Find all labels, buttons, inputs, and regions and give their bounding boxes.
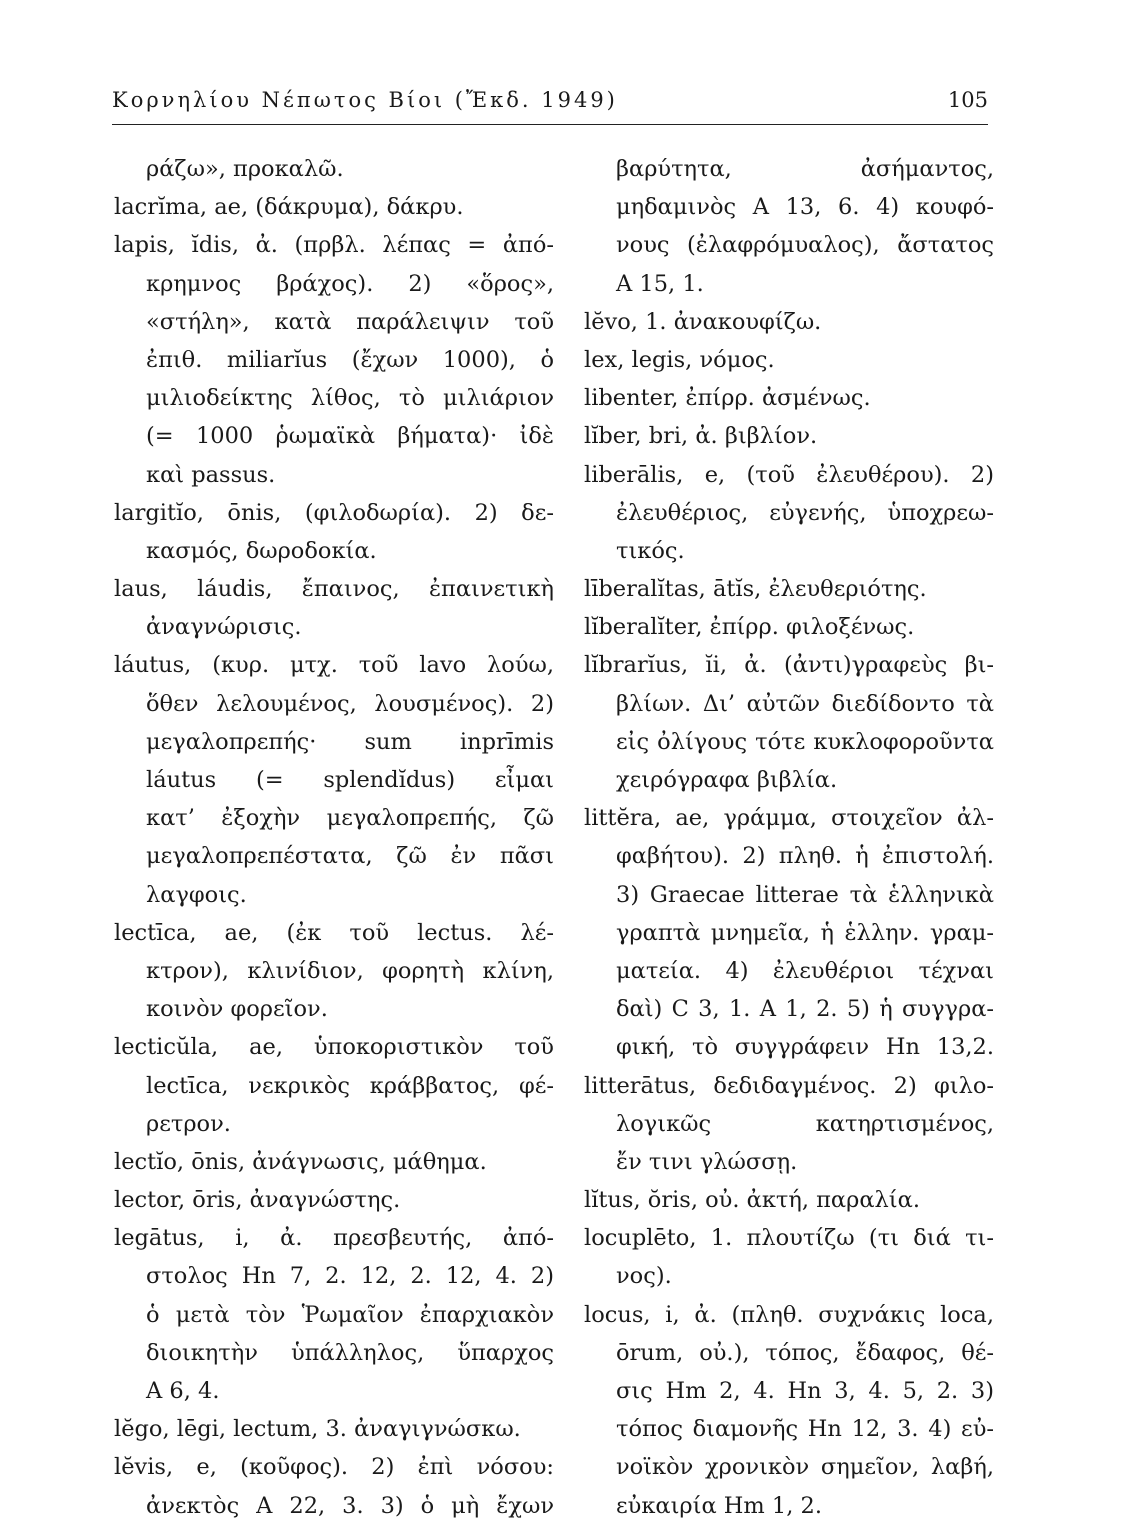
dictionary-line: «στήλη», κατὰ παράλειψιν τοῦ [146, 308, 554, 335]
dictionary-line: φαβήτου). 2) πληθ. ἡ ἐπιστολή. [616, 843, 994, 870]
dictionary-line: νοϊκὸν χρονικὸν σημεῖον, λαβή, [616, 1454, 994, 1481]
dictionary-line: ἀναγνώρισις. [146, 614, 302, 641]
header-rule [112, 124, 988, 125]
dictionary-line: lĭber, bri, ἀ. βιβλίον. [584, 423, 818, 450]
dictionary-line: μεγαλοπρεπέστατα, ζῶ ἐν πᾶσι [146, 843, 554, 870]
running-title: Κορνηλίου Νέπωτος Βίοι (Ἔκδ. 1949) [112, 88, 618, 112]
dictionary-line: lĭbrarĭus, ĭi, ἀ. (ἀντι)γραφεὺς βι- [584, 652, 994, 679]
dictionary-line: A 6, 4. [146, 1378, 220, 1404]
dictionary-line: λογικῶς κατηρτισμένος, [616, 1110, 994, 1137]
dictionary-line: βαρύτητα, ἀσήμαντος, [616, 156, 994, 182]
dictionary-line: γραπτὰ μνημεῖα, ἡ ἑλλην. γραμ- [616, 919, 994, 946]
dictionary-line: līberalĭtas, ātĭs, ἐλευθεριότης. [584, 576, 927, 603]
dictionary-line: τόπος διαμονῆς Hn 12, 3. 4) εὐ- [616, 1416, 994, 1443]
dictionary-line: κοινὸν φορεῖον. [146, 996, 328, 1023]
running-header [112, 88, 988, 120]
dictionary-line: ἔν τινι γλώσσῃ. [616, 1148, 798, 1175]
dictionary-line: ρετρον. [146, 1110, 231, 1137]
dictionary-line: lacrĭma, ae, (δάκρυμα), δάκρυ. [114, 194, 464, 221]
dictionary-line: legātus, i, ἀ. πρεσβευτής, ἀπό- [114, 1225, 554, 1252]
dictionary-line: lectīca, ae, (ἐκ τοῦ lectus. λέ- [114, 919, 554, 946]
dictionary-line: ἐλευθέριος, εὐγενής, ὑποχρεω- [616, 499, 994, 526]
dictionary-line: φική, τὸ συγγράφειν Hn 13,2. [616, 1034, 994, 1061]
dictionary-line: lector, ōris, ἀναγνώστης. [114, 1187, 401, 1214]
dictionary-line: liberālis, e, (τοῦ ἐλευθέρου). 2) [584, 461, 994, 488]
right-column [584, 150, 994, 1525]
dictionary-line: τικός. [616, 537, 685, 564]
dictionary-line: lĭberalĭter, ἐπίρρ. φιλοξένως. [584, 614, 915, 641]
dictionary-line: μηδαμινὸς A 13, 6. 4) κουφό- [616, 194, 994, 221]
dictionary-line: δαὶ) C 3, 1. A 1, 2. 5) ἡ συγγρα- [616, 996, 994, 1023]
dictionary-line: εὐκαιρία Hm 1, 2. [616, 1492, 823, 1519]
dictionary-line: εἰς ὀλίγους τότε κυκλοφοροῦντα [616, 728, 994, 755]
dictionary-line: lectīca, νεκρικὸς κράββατος, φέ- [146, 1072, 554, 1099]
dictionary-line: lĭtus, ŏris, οὐ. ἀκτή, παραλία. [584, 1187, 920, 1214]
dictionary-line: ἐπιθ. miliarĭus (ἔχων 1000), ὁ [146, 346, 554, 373]
dictionary-line: καὶ passus. [146, 461, 276, 488]
dictionary-line: μιλιοδείκτης λίθος, τὸ μιλιάριον [146, 385, 554, 412]
dictionary-line: χειρόγραφα βιβλία. [616, 767, 838, 793]
dictionary-line: litterātus, δεδιδαγμένος. 2) φιλο- [584, 1072, 994, 1099]
dictionary-line: ἀνεκτὸς A 22, 3. 3) ὁ μὴ ἔχων [146, 1492, 554, 1519]
dictionary-line: κρημνος βράχος). 2) «ὅρος», [146, 270, 554, 297]
dictionary-line: lapis, ĭdis, ἀ. (πρβλ. λέπας = ἀπό- [114, 232, 554, 259]
dictionary-line: laus, láudis, ἔπαινος, ἐπαινετικὴ [114, 576, 554, 603]
dictionary-line: ματεία. 4) ἐλευθέριοι τέχναι [616, 957, 994, 984]
dictionary-line: lĕvis, e, (κοῦφος). 2) ἐπὶ νόσου: [114, 1454, 554, 1481]
dictionary-line: ράζω», προκαλῶ. [146, 156, 344, 182]
dictionary-line: lecticŭla, ae, ὑποκοριστικὸν τοῦ [114, 1034, 554, 1061]
dictionary-line: ὁ μετὰ τὸν Ῥωμαῖον ἐπαρχιακὸν [146, 1301, 554, 1328]
dictionary-line: largitĭo, ōnis, (φιλοδωρία). 2) δε- [114, 499, 554, 526]
dictionary-line: libenter, ἐπίρρ. ἀσμένως. [584, 385, 871, 412]
dictionary-line: ōrum, οὐ.), τόπος, ἔδαφος, θέ- [616, 1339, 994, 1366]
dictionary-line: (= 1000 ῥωμαϊκὰ βήματα)· ἰδὲ [146, 423, 554, 450]
dictionary-line: lĕvo, 1. ἀνακουφίζω. [584, 308, 822, 335]
dictionary-line: ὅθεν λελουμένος, λουσμένος). 2) [146, 690, 554, 717]
dictionary-line: κατ’ ἐξοχὴν μεγαλοπρεπής, ζῶ [146, 805, 554, 832]
dictionary-line: βλίων. Δι’ αὐτῶν διεδίδοντο τὰ [616, 690, 994, 717]
dictionary-line: κασμός, δωροδοκία. [146, 537, 377, 564]
dictionary-line: lex, legis, νόμος. [584, 346, 775, 373]
dictionary-line: láutus, (κυρ. μτχ. τοῦ lavo λούω, [114, 652, 554, 679]
dictionary-line: 3) Graecae litterae τὰ ἑλληνικὰ [616, 881, 994, 908]
dictionary-line: λαγφοις. [146, 881, 247, 908]
dictionary-line: διοικητὴν ὑπάλληλος, ὕπαρχος [146, 1339, 554, 1366]
dictionary-line: lectĭo, ōnis, ἀνάγνωσις, μάθημα. [114, 1148, 487, 1175]
dictionary-line: lĕgo, lēgi, lectum, 3. ἀναγιγνώσκω. [114, 1416, 521, 1443]
dictionary-line: σις Hm 2, 4. Hn 3, 4. 5, 2. 3) [616, 1378, 994, 1404]
dictionary-line: littĕra, ae, γράμμα, στοιχεῖον ἀλ- [584, 805, 994, 832]
dictionary-line: κτρον), κλινίδιον, φορητὴ κλίνη, [146, 957, 554, 984]
dictionary-line: locuplēto, 1. πλουτίζω (τι διά τι- [584, 1225, 994, 1252]
left-column [114, 150, 554, 1525]
page-number: 105 [947, 88, 988, 112]
dictionary-line: locus, i, ἀ. (πληθ. συχνάκις loca, [584, 1301, 994, 1328]
dictionary-line: A 15, 1. [616, 270, 704, 297]
dictionary-line: láutus (= splendĭdus) εἶμαι [146, 767, 554, 793]
dictionary-line: μεγαλοπρεπής· sum inprīmis [146, 728, 554, 755]
dictionary-line: νους (ἐλαφρόμυαλος), ἄστατος [616, 232, 994, 259]
dictionary-line: στολος Hn 7, 2. 12, 2. 12, 4. 2) [146, 1263, 554, 1290]
dictionary-line: νος). [616, 1263, 672, 1290]
